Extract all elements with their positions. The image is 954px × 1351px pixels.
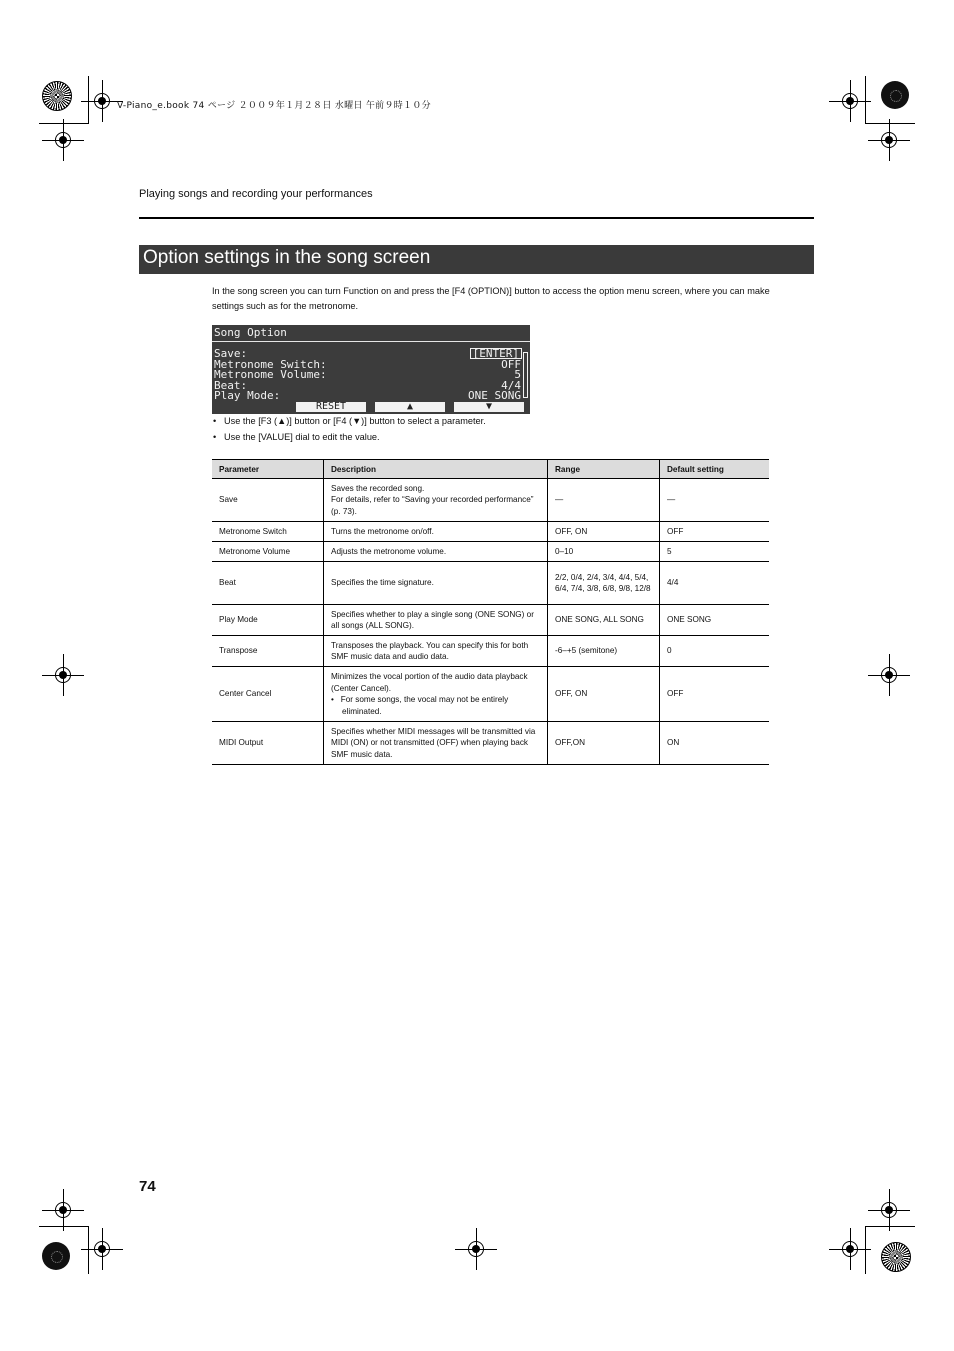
table-row: [212, 722, 769, 765]
table-row: [212, 636, 769, 667]
lcd-row-value: ONE SONG: [468, 389, 521, 402]
lcd-f4-down-icon: ▼: [454, 402, 524, 412]
registration-crosshair-icon: [881, 1202, 897, 1218]
registration-starburst-icon: [42, 81, 72, 111]
note-text: For some songs, the vocal may not be entirely eliminated.: [340, 695, 509, 716]
header-rule: [139, 217, 814, 219]
cell-parameter: Play Mode: [212, 605, 324, 636]
cell-range: 0–10: [548, 542, 660, 562]
table-row: [212, 667, 769, 722]
cell-default: ON: [660, 722, 770, 765]
cell-description: [324, 667, 548, 722]
cell-default: 5: [660, 542, 770, 562]
cell-range: ONE SONG, ALL SONG: [548, 605, 660, 636]
cell-default: —: [660, 479, 770, 522]
registration-crosshair-icon: [468, 1241, 484, 1257]
column-header-default: Default setting: [660, 460, 770, 479]
cell-description: Specifies whether to play a single song (ONE SONG) or all songs (ALL SONG).: [324, 605, 548, 636]
table-row: [212, 542, 769, 562]
lcd-row-label: Play Mode:: [214, 389, 281, 402]
lcd-row-label: Metronome Switch:: [214, 358, 327, 371]
lcd-row-value: 4/4: [501, 379, 521, 392]
cell-description: Specifies whether MIDI messages will be transmitted via MIDI (ON) or not transmitted (OFF) when playing back SMF music data.: [324, 722, 548, 765]
registration-crosshair-icon: [55, 667, 71, 683]
cell-range: -6–+5 (semitone): [548, 636, 660, 667]
cell-default: 4/4: [660, 562, 770, 605]
table-row: [212, 605, 769, 636]
parameter-table: [212, 459, 769, 765]
lcd-title: Song Option: [214, 326, 287, 339]
registration-crosshair-icon: [94, 1241, 110, 1257]
description-line: For details, refer to “Saving your recorded performance” (p. 73).: [331, 495, 534, 516]
lcd-f3-up-icon: ▲: [375, 402, 445, 412]
column-header-range: Range: [548, 460, 660, 479]
bullet-item: • Use the [F3 (▲)] button or [F4 (▼)] button to select a parameter.: [213, 416, 486, 426]
registration-starburst-icon: [881, 1242, 911, 1272]
cell-parameter: Metronome Volume: [212, 542, 324, 562]
section-title: Option settings in the song screen: [143, 247, 431, 268]
cell-range: —: [548, 479, 660, 522]
registration-crosshair-icon: [55, 132, 71, 148]
registration-crosshair-icon: [94, 93, 110, 109]
lcd-screen: [212, 325, 530, 414]
print-header: V-Piano_e.book 74 ページ ２００９年１月２８日 水曜日 午前９時１０分: [117, 101, 431, 111]
lcd-row-label: Save:: [214, 347, 248, 360]
cell-range: OFF, ON: [548, 522, 660, 542]
lcd-separator: [212, 341, 530, 342]
registration-crosshair-icon: [842, 1241, 858, 1257]
cell-default: 0: [660, 636, 770, 667]
lcd-row-value: 5: [514, 368, 521, 381]
cell-parameter: Transpose: [212, 636, 324, 667]
registration-crosshair-icon: [881, 132, 897, 148]
registration-crosshair-icon: [842, 93, 858, 109]
lcd-scrollbar: [523, 352, 528, 398]
cell-parameter: Metronome Switch: [212, 522, 324, 542]
table-row: [212, 562, 769, 605]
cell-description: Specifies the time signature.: [324, 562, 548, 605]
cell-range: OFF,ON: [548, 722, 660, 765]
registration-target-icon: [42, 1242, 70, 1270]
cell-parameter: MIDI Output: [212, 722, 324, 765]
column-header-description: Description: [324, 460, 548, 479]
cell-range: OFF, ON: [548, 667, 660, 722]
bullet-item: • Use the [VALUE] dial to edit the value.: [213, 432, 380, 442]
cell-description: Transposes the playback. You can specify this for both SMF music data and audio data.: [324, 636, 548, 667]
cell-default: ONE SONG: [660, 605, 770, 636]
cell-parameter: Center Cancel: [212, 667, 324, 722]
registration-crosshair-icon: [55, 1202, 71, 1218]
description-line: Minimizes the vocal portion of the audio data playback (Center Cancel).: [331, 672, 528, 693]
table-row: [212, 522, 769, 542]
cell-description: Turns the metronome on/off.: [324, 522, 548, 542]
registration-crosshair-icon: [881, 667, 897, 683]
lcd-row-value: OFF: [501, 358, 521, 371]
lcd-row-label: Beat:: [214, 379, 248, 392]
lcd-f2-reset-key: RESET: [296, 402, 366, 412]
intro-paragraph: In the song screen you can turn Function on and press the [F4 (OPTION)] button to access the option menu screen, where you can make settings such as for the metronome.: [212, 286, 770, 311]
cell-description: Adjusts the metronome volume.: [324, 542, 548, 562]
description-note: • For some songs, the vocal may not be entirely eliminated.: [331, 695, 509, 716]
column-header-parameter: Parameter: [212, 460, 324, 479]
cell-default: OFF: [660, 522, 770, 542]
lcd-enter-value: [ENTER]: [470, 348, 522, 359]
bullet-text: Use the [VALUE] dial to edit the value.: [224, 432, 380, 442]
cell-parameter: Save: [212, 479, 324, 522]
table-header-row: [212, 460, 769, 479]
page-number: 74: [139, 1178, 156, 1195]
running-head: Playing songs and recording your performances: [139, 188, 373, 200]
lcd-row-label: Metronome Volume:: [214, 368, 327, 381]
table-row: [212, 479, 769, 522]
cell-default: OFF: [660, 667, 770, 722]
cell-parameter: Beat: [212, 562, 324, 605]
cell-range: 2/2, 0/4, 2/4, 3/4, 4/4, 5/4, 6/4, 7/4, 3/8, 6/8, 9/8, 12/8: [548, 562, 660, 605]
bullet-text: Use the [F3 (▲)] button or [F4 (▼)] button to select a parameter.: [224, 416, 486, 426]
registration-target-icon: [881, 81, 909, 109]
description-line: Saves the recorded song.: [331, 483, 425, 493]
cell-description: [324, 479, 548, 522]
